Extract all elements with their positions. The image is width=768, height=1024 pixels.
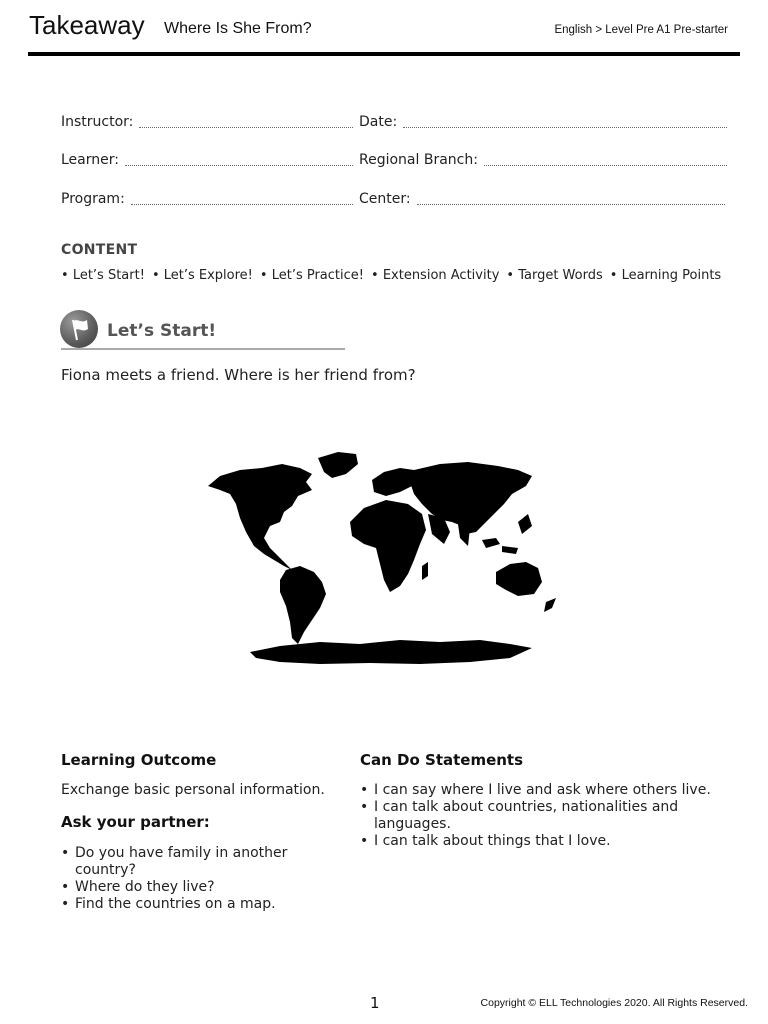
list-item: • I can talk about things that I love. <box>360 833 730 850</box>
regional-branch-field[interactable] <box>359 152 727 168</box>
can-do-heading: Can Do Statements <box>360 751 524 769</box>
learner-field[interactable] <box>61 152 353 168</box>
can-do-list <box>360 782 730 850</box>
program-line[interactable] <box>131 203 353 205</box>
content-list <box>61 268 728 283</box>
center-line[interactable] <box>417 203 725 205</box>
content-item: • Let’s Explore! <box>152 268 253 283</box>
section-divider <box>61 348 345 350</box>
list-item: • I can say where I live and ask where others live. <box>360 782 730 799</box>
list-item: • Where do they live? <box>61 879 331 896</box>
program-field[interactable] <box>61 191 353 207</box>
doc-title: Takeaway <box>29 10 145 40</box>
instructor-line[interactable] <box>139 126 353 128</box>
instructor-label: Instructor: <box>61 114 134 130</box>
date-label: Date: <box>359 114 398 130</box>
date-line[interactable] <box>403 126 727 128</box>
learning-outcome-text: Exchange basic personal information. <box>61 782 325 798</box>
content-item: • Extension Activity <box>371 268 499 283</box>
date-field[interactable] <box>359 114 727 130</box>
list-item: • Do you have family in another country? <box>61 845 331 879</box>
header-divider <box>28 52 740 56</box>
ask-partner-heading: Ask your partner: <box>61 813 210 831</box>
page-number: 1 <box>370 994 380 1012</box>
center-field[interactable] <box>359 191 725 207</box>
flag-icon <box>60 310 98 348</box>
regional-branch-label: Regional Branch: <box>359 152 478 168</box>
regional-branch-line[interactable] <box>484 164 727 166</box>
instructor-field[interactable] <box>61 114 353 130</box>
copyright-text: Copyright © ELL Technologies 2020. All Rights Reserved. <box>480 997 748 1009</box>
content-item: • Let’s Start! <box>61 268 145 283</box>
content-item: • Learning Points <box>610 268 721 283</box>
center-label: Center: <box>359 191 411 207</box>
learner-line[interactable] <box>125 164 353 166</box>
section-intro: Fiona meets a friend. Where is her friend from? <box>61 366 416 384</box>
content-item: • Target Words <box>506 268 602 283</box>
world-map <box>200 448 570 668</box>
content-heading: CONTENT <box>61 242 138 258</box>
list-item: • I can talk about countries, nationalities and languages. <box>360 799 730 833</box>
doc-subtitle: Where Is She From? <box>164 20 312 37</box>
section-title: Let’s Start! <box>107 321 217 341</box>
content-item: • Let’s Practice! <box>260 268 364 283</box>
program-label: Program: <box>61 191 125 207</box>
learner-label: Learner: <box>61 152 119 168</box>
list-item: • Find the countries on a map. <box>61 896 331 913</box>
learning-outcome-heading: Learning Outcome <box>61 751 217 769</box>
level-breadcrumb: English > Level Pre A1 Pre-starter <box>554 24 728 36</box>
ask-partner-list <box>61 845 331 913</box>
